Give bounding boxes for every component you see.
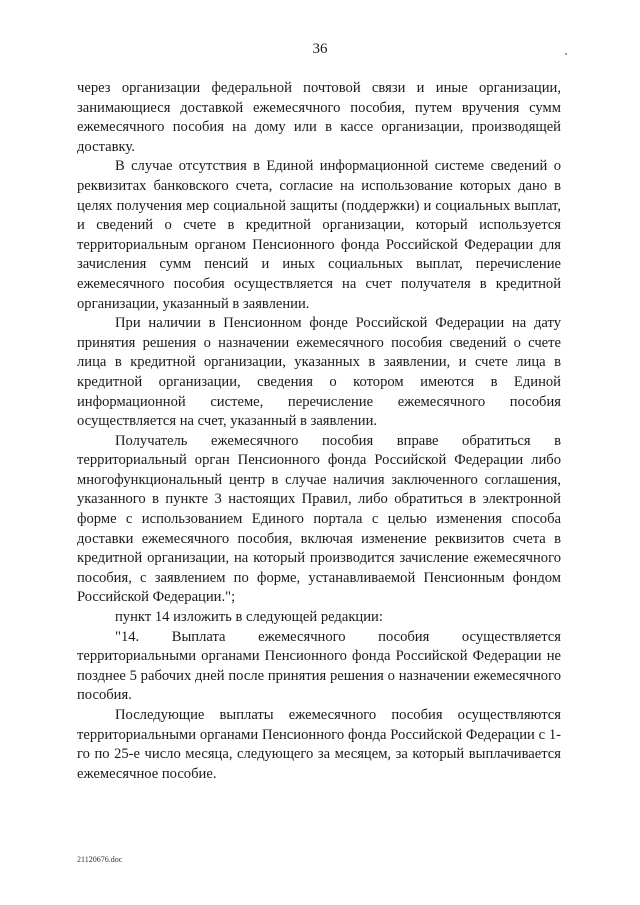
paragraph-no-bank-details: В случае отсутствия в Единой информационной системе сведений о реквизитах банковского счета, согласие на использование которых дано в целях получения мер социальной защиты (поддержки) и социальных выплат, и сведений о счете в кредитной организации, который используется территориальным органом Пенсионного фонда Российской Федерации для зачисления сумм пенсий и иных социальных выплат, перечисление ежемесячного пособия осуществляется на счет получателя в кредитной организации, указанный в заявлении. [77,158,561,312]
paragraph-subsequent-payments: Последующие выплаты ежемесячного пособия осуществляются территориальными органами Пенсионного фонда Российской Федерации с 1-го по 25-е число месяца, следующего за месяцем, за который выплачивается ежемесячное пособие. [77,707,561,782]
paragraph-delivery-continuation: через организации федеральной почтовой связи и иные организации, занимающиеся доставкой ежемесячного пособия, путем вручения сумм ежемесячного пособия на дому или в кассе организации, производящей доставку. [77,80,561,155]
footer-filename: 21120676.doc [77,855,123,864]
paragraph-point-14-intro: пункт 14 изложить в следующей редакции: [115,609,383,626]
scan-speck [565,53,567,55]
paragraph-change-delivery-method: Получатель ежемесячного пособия вправе обратиться в территориальный орган Пенсионного фонда Российской Федерации либо многофункциональный центр в случае наличия заключенного соглашения, указанного в пункте 3 настоящих Правил, либо обратиться в электронной форме с использованием Единого портала с целью изменения способа доставки ежемесячного пособия, включая изменение реквизитов счета в кредитной организации, на который производится зачисление ежемесячного пособия, с заявлением по форме, устанавливаемой Пенсионным фондом Российской Федерации."; [77,432,561,606]
paragraph-account-on-decision-date: При наличии в Пенсионном фонде Российской Федерации на дату принятия решения о назначении ежемесячного пособия сведений о счете лица в кредитной организации, указанных в заявлении, и счете лица в кредитной организации, сведения о котором имеются в Единой информационной системе, перечисление ежемесячного пособия осуществляется на счет, указанный в заявлении. [77,315,561,430]
document-body [77,79,561,784]
paragraph-point-14: "14. Выплата ежемесячного пособия осуществляется территориальными органами Пенсионного фонда Российской Федерации не позднее 5 рабочих дней после принятия решения о назначении ежемесячного пособия. [77,628,561,704]
page-number: 36 [312,41,328,57]
